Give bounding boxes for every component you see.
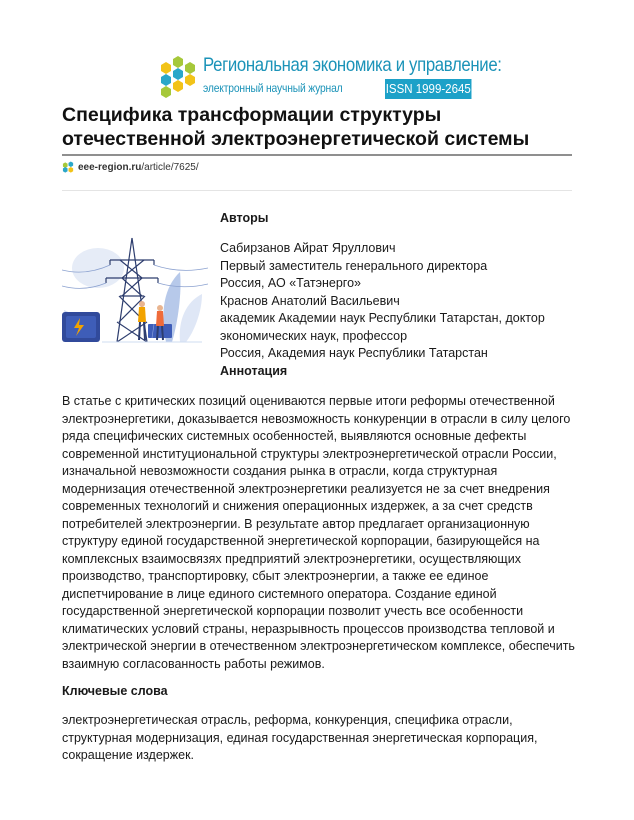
title-divider [62, 154, 572, 156]
keywords-text: электроэнергетическая отрасль, реформа, конкуренция, специфика отрасли, структурная модернизация, единая государственная энергетическая корпорация, сокращение издержек. [62, 713, 538, 762]
author-position: Первый заместитель генерального директора [220, 258, 488, 273]
author-affiliation: Россия, Академия наук Республики Татарстан [220, 346, 488, 360]
journal-logo [155, 54, 502, 100]
annotation-text: В статье с критических позиций оцениваются первые итоги реформы отечественной электроэнергетики, доказывается невозможность конкуренции в отрасли в силу целого ряда специфических системных особенностей, выявляются основные дефекты современной институциональной структуры электроэнергетической отрасли России, изначальной невозможности создания рынка в отрасли, когда структурная модернизация отечественной электроэнергетики реализуется не за счет внедрения современных технологий и снижения операционных издержек, а за счет средств потребителей электроэнергии. В результате автор предлагает организационную структуру единой государственной энергетической корпорации, базирующейся на комплексных взаимосвязях предприятий электроэнергетики, осуществляющих производство, транспортировку, сбыт электроэнергии, а также ее единое диспетчирование в лице единого системного оператора. Создание единой государственной энергетической корпорации позволит учесть все особенности климатических условий страны, неразрывность процессов производства тепловой и электрической энергии в отечественном электроэнергетическом комплексе, обеспечить взаимную согласованность работы режимов. [62, 394, 575, 671]
annotation-heading: Аннотация [220, 363, 288, 378]
author-affiliation: Россия, АО «Татэнерго» [220, 276, 361, 290]
article-title: Специфика трансформации структуры отечественной электроэнергетической системы [62, 104, 530, 150]
header-divider [62, 190, 572, 191]
journal-subtitle: электронный научный журнал [203, 81, 343, 95]
article-url[interactable] [62, 160, 199, 174]
site-favicon-icon [62, 161, 75, 174]
journal-issn-badge: ISSN 1999-2645 [385, 79, 471, 99]
authors-block [220, 240, 550, 380]
power-tower-illustration [62, 232, 208, 348]
author-name: Краснов Анатолий Васильевич [220, 293, 400, 308]
author-position: академик Академии наук Республики Татарстан, доктор экономических наук, профессор [220, 311, 545, 343]
url-path[interactable]: /article/7625/ [141, 161, 199, 173]
authors-heading: Авторы [220, 211, 269, 225]
journal-title: Региональная экономика и управление: [203, 54, 502, 76]
url-site[interactable]: eee-region.ru [78, 161, 142, 173]
journal-hexagon-logo-icon [155, 56, 199, 98]
author-name: Сабирзанов Айрат Яруллович [220, 241, 396, 255]
keywords-heading: Ключевые слова [62, 684, 168, 698]
